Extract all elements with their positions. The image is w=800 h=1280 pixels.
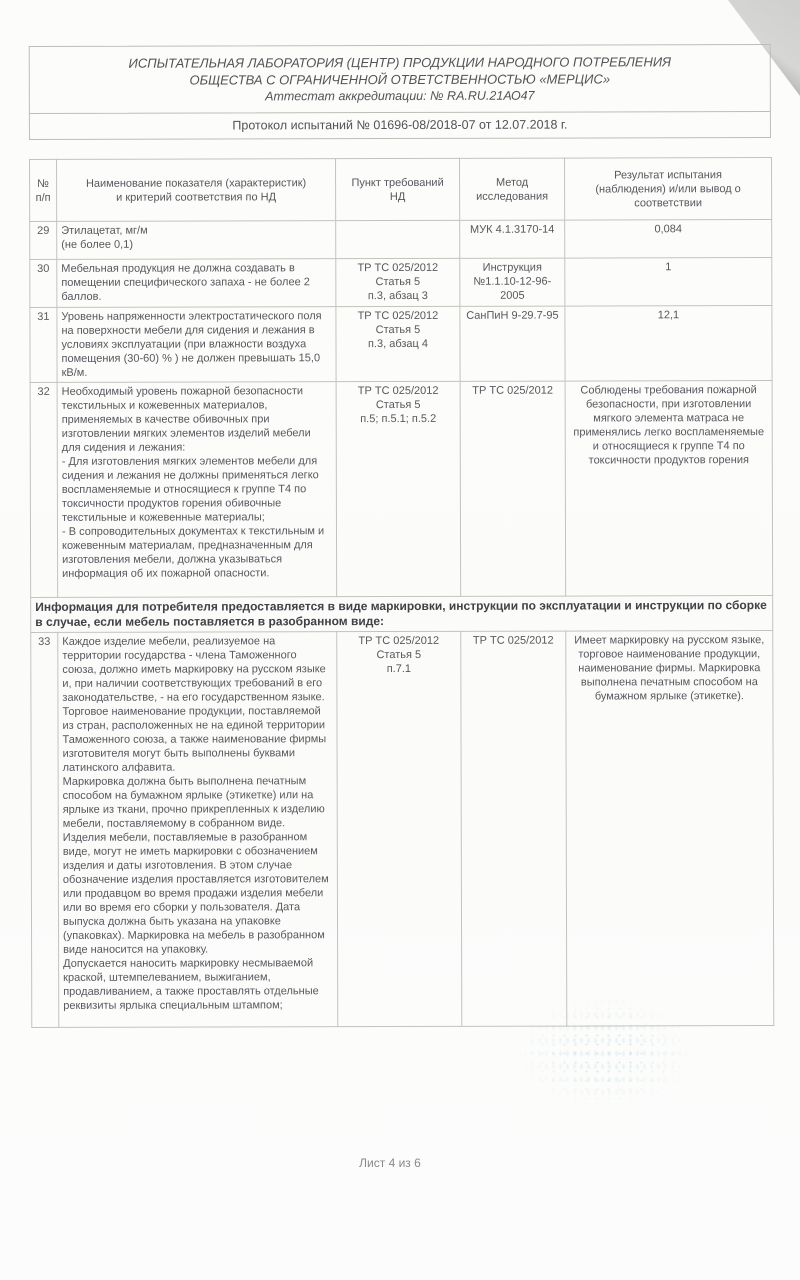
results-table (29, 157, 774, 1028)
accreditation-line: Аттестат аккредитации: № RA.RU.21АО47 (265, 88, 535, 104)
clause: ТР ТС 025/2012 Статья 5 п.5; п.5.1; п.5.2 (336, 381, 461, 596)
lab-name-line1: ИСПЫТАТЕЛЬНАЯ ЛАБОРАТОРИЯ (ЦЕНТР) ПРОДУКЦИИ НАРОДНОГО ПОТРЕБЛЕНИЯ (128, 54, 672, 71)
clause: ТР ТС 025/2012 Статья 5 п.7.1 (337, 631, 462, 1026)
protocol-title-box (29, 112, 771, 140)
method: СанПиН 9-29.7-95 (460, 306, 565, 381)
consumer-info-text: Информация для потребителя предоставляется в виде маркировки, инструкции по эксплуатации и инструкции по сборке в случае, если мебель поставляется в разобранном виде: (31, 596, 773, 633)
document-content (29, 44, 774, 1028)
page-number-label: Лист 4 из 6 (359, 1156, 421, 1170)
clause (336, 220, 460, 258)
row-num: 32 (30, 382, 58, 597)
result: 1 (565, 258, 772, 307)
row-num: 33 (31, 632, 59, 1027)
indicator-name: Уровень напряженности электростатического поля на поверхности мебели для сидения и лежания в условиях эксплуатации (при влажности воздуха помещения (30-60) % ) не должен превышать 15,0 кВ/м. (57, 307, 336, 383)
table-row (30, 381, 773, 598)
col-header-num: № п/п (30, 159, 57, 221)
method: Инструкция №1.1.10-12-96- 2005 (460, 258, 565, 306)
indicator-name: Мебельная продукция не должна создавать в помещении специфического запаха - не более 2 баллов. (57, 259, 336, 308)
lab-name-line2: ОБЩЕСТВА С ОГРАНИЧЕННОЙ ОТВЕТСТВЕННОСТЬЮ «МЕРЦИС» (189, 71, 611, 88)
method: ТР ТС 025/2012 (461, 631, 567, 1026)
indicator-name: Каждое изделие мебели, реализуемое на территории государства - члена Таможенного союза, должно иметь маркировку на русском языке и, при наличии соответствующих требований в его законодательстве, - на его государственном языке. Торговое наименование продукции, поставляемой из стран, расположенных не на единой территории Таможенного союза, а также наименование фирмы изготовителя могут быть выполнены буквами латинского алфавита. Маркировка должна быть выполнена печатным способом на бумажном ярлыке (этикетке) или на ярлыке из ткани, прочно прикрепленных к изделию мебели, поставляемому в собранном виде. Изделия мебели, поставляемые в разобранном виде, могут не иметь маркировки с обозначением изделия и даты изготовления. В этом случае обозначение изделия проставляется изготовителем или продавцом во время продажи изделия мебели или во время его сборки у пользователя. Дата выпуска должна быть указана на упаковке (упаковках). Маркировка на мебель в разобранном виде наносится на упаковку. Допускается наносить маркировку несмываемой краской, штемпелеванием, выжиганием, продавливанием, а также проставлять отдельные реквизиты ярлыка специальным штампом; (58, 632, 338, 1028)
table-row (30, 220, 772, 260)
indicator-name: Этилацетат, мг/м (не более 0,1) (57, 221, 336, 260)
row-num: 30 (30, 259, 57, 307)
consumer-info-row (31, 596, 773, 633)
clause: ТР ТС 025/2012 Статья 5 п.3, абзац 3 (336, 258, 460, 306)
table-row (30, 306, 772, 383)
clause: ТР ТС 025/2012 Статья 5 п.3, абзац 4 (336, 306, 460, 381)
indicator-name: Необходимый уровень пожарной безопасности текстильных и кожевенных материалов, применяемых в качестве обивочных при изготовлении мягких элементов изделий мебели для сидения и лежания: - Для изготовления мягких элементов мебели для сидения и лежания не должны применяться легко воспламеняемые и относящиеся к группе Т4 по токсичности продуктов горения обивочные текстильные и кожевенные материалы; - В сопроводительных документах к текстильным и кожевенным материалам, предназначенным для изготовления мебели, должна указываться информация об их пожарной опасности. (57, 382, 337, 598)
result: 12,1 (565, 306, 772, 382)
row-num: 29 (30, 221, 57, 259)
table-row (31, 631, 774, 1028)
row-num: 31 (30, 307, 57, 382)
col-header-name: Наименование показателя (характеристик) и критерий соответствия по НД (57, 159, 336, 222)
protocol-title: Протокол испытаний № 01696-08/2018-07 от 12.07.2018 г. (232, 117, 568, 133)
table-header-row (30, 158, 772, 222)
page-footer (0, 1156, 780, 1170)
lab-header-box (29, 44, 771, 114)
method: МУК 4.1.3170-14 (460, 220, 565, 258)
col-header-result: Результат испытания (наблюдения) и/или вывод о соответствии (565, 158, 772, 221)
col-header-clause: Пункт требований НД (336, 158, 460, 220)
col-header-method: Метод исследования (460, 158, 565, 220)
method: ТР ТС 025/2012 (460, 381, 566, 596)
result: Соблюдены требования пожарной безопасности, при изготовлении мягкого элемента матраса не применялись легко воспламеняемые и относящиеся к группе Т4 по токсичности продуктов горения (565, 381, 773, 597)
result: Имеет маркировку на русском языке, торговое наименование продукции, наименование фирмы. Маркировка выполнена печатным способом на бумажном ярлыке (этикетке). (566, 631, 774, 1027)
result: 0,084 (565, 220, 772, 259)
table-row (30, 258, 772, 308)
